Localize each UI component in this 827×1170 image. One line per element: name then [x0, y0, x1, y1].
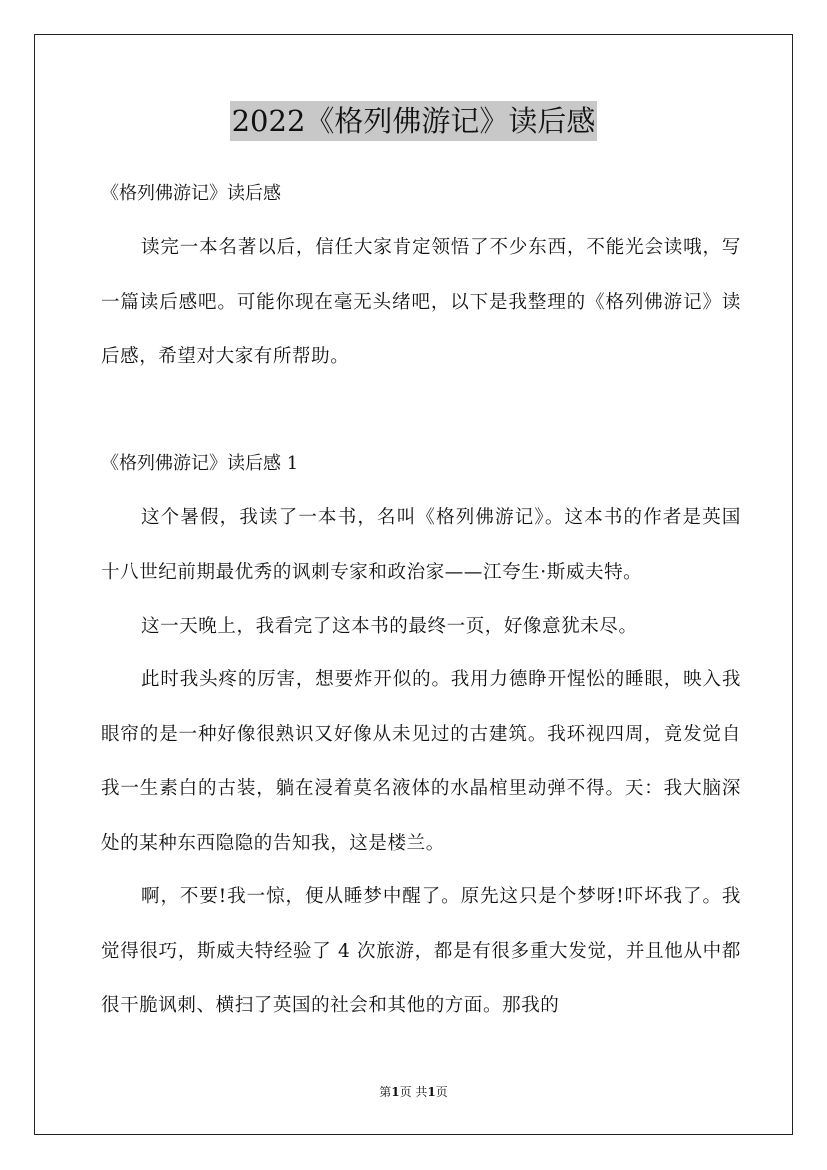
document-subtitle: 《格列佛游记》读后感: [101, 183, 281, 204]
body-paragraph: 啊，不要!我一惊，便从睡梦中醒了。原先这只是个梦呀!吓坏我了。我觉得很巧，斯威夫特经验了 4 次旅游，都是有很多重大发觉，并且他从中都很干脆讽刺、横扫了英国的社会和其他的方面。那我的: [101, 886, 741, 1016]
body-paragraph: 这一天晚上，我看完了这本书的最终一页，好像意犹未尽。: [141, 616, 638, 637]
document-title: 2022《格列佛游记》读后感: [230, 101, 598, 141]
title-container: [0, 101, 827, 141]
body-paragraph: 这个暑假，我读了一本书，名叫《格列佛游记》。这本书的作者是英国十八世纪前期最优秀的讽刺专家和政治家——江夸生·斯威夫特。: [101, 507, 741, 583]
current-page-number: 1: [391, 1085, 400, 1099]
total-pages-number: 1: [427, 1085, 436, 1099]
footer-mid: 页 共: [399, 1085, 428, 1099]
intro-paragraph: 读完一本名著以后，信任大家肯定领悟了不少东西，不能光会读哦，写一篇读后感吧。可能你现在毫无头绪吧，以下是我整理的《格列佛游记》读后感，希望对大家有所帮助。: [101, 237, 741, 367]
footer-prefix: 第: [379, 1085, 392, 1099]
section-heading: 《格列佛游记》读后感 1: [101, 453, 299, 474]
footer-suffix: 页: [435, 1085, 448, 1099]
body-paragraph: 此时我头疼的厉害，想要炸开似的。我用力德睁开惺忪的睡眼，映入我眼帘的是一种好像很熟识又好像从未见过的古建筑。我环视四周，竟发觉自我一生素白的古装，躺在浸着莫名液体的水晶棺里动弹不得。天：我大脑深处的某种东西隐隐的告知我，这是楼兰。: [101, 669, 741, 854]
page-footer: [0, 1083, 827, 1101]
